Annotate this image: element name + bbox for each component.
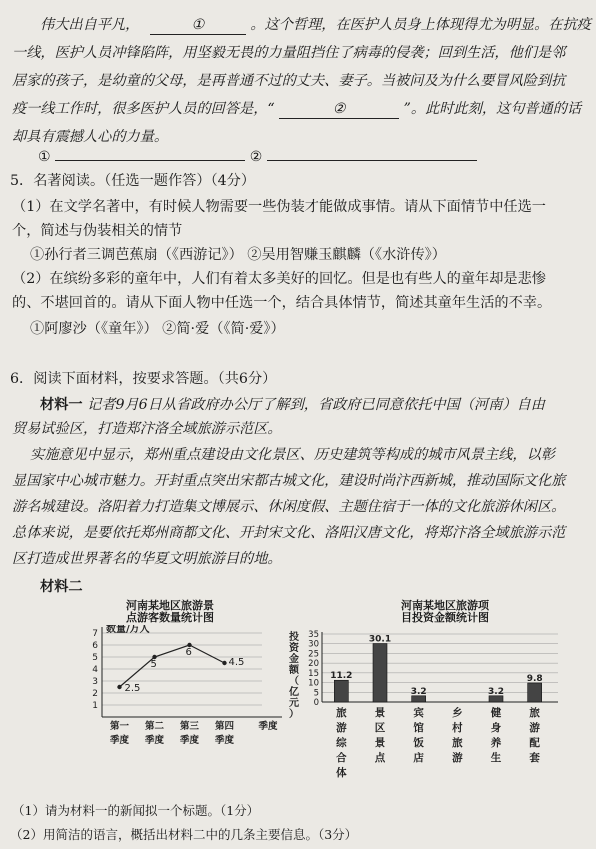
bar [334, 680, 348, 702]
data-label: 2.5 [124, 683, 141, 694]
y-axis-label-char: 投 [289, 632, 299, 643]
x-tick-label-char: 套 [529, 752, 540, 764]
q5-p1-options: ①孙行者三调芭蕉扇（《西游记》） ②吴用智赚玉麒麟（《水浒传》） [30, 247, 446, 263]
answer-blank-1[interactable] [55, 160, 245, 161]
chart1-title: 河南某地区旅游景 点游客数量统计图 [126, 599, 214, 624]
x-tick-label-char: 旅 [529, 707, 540, 719]
passage-line-2: 一线，医护人员冲锋陷阵，用坚毅无畏的力量阻挡住了病毒的侵袭；回到生活，他们是邻 [12, 45, 566, 61]
m2-label: 材料二 [40, 579, 83, 595]
m1-line-3: 实施意见中显示，郑州重点建设由文化景区、历史建筑等构成的城市风景主线，以彰 [30, 447, 555, 463]
y-tick-label: 6 [92, 641, 98, 651]
x-tick-label-char: 旅 [452, 737, 463, 749]
data-label: 4.5 [228, 657, 245, 668]
x-tick-label-char: 乡 [452, 707, 463, 719]
y-tick-label: 5 [92, 653, 98, 663]
question-1: （1）请为材料一的新闻拟一个标题。（1分） [12, 803, 260, 818]
y-axis-label: 数量/万人 [106, 625, 150, 635]
tourist-count-line-chart [80, 625, 300, 765]
y-tick-label: 3 [92, 677, 98, 687]
x-tick-label-char: 村 [452, 722, 463, 734]
data-label: 9.8 [526, 673, 543, 684]
y-axis-label-char: 额 [289, 665, 299, 676]
x-tick-label-char: 旅 [336, 707, 347, 719]
data-label: 11.2 [330, 671, 353, 682]
data-label: 5 [150, 659, 157, 670]
x-tick-label-char: 生 [490, 752, 502, 764]
x-tick-label-char: 馆 [413, 722, 424, 734]
y-axis-label-char: 元 [289, 698, 299, 709]
x-tick-label-char: 游 [529, 722, 540, 734]
m1-line-2: 贸易试验区，打造郑汴洛全域旅游示范区。 [12, 421, 282, 437]
y-tick-label: 35 [308, 630, 319, 640]
y-tick-label: 0 [313, 698, 319, 708]
y-tick-label: 15 [308, 668, 319, 679]
question-2: （2）用简洁的语言，概括出材料二中的几条主要信息。（3分） [10, 827, 358, 842]
data-label: 30.1 [368, 634, 392, 645]
x-tick-label-char: 景 [374, 707, 386, 719]
passage-line-1: 伟大出自平凡， ① 。这个哲理，在医护人员身上体现得尤为明显。在抗疫 [40, 17, 591, 33]
m1-line-1: 材料一 记者9月6日从省政府办公厅了解到，省政府已同意依托中国（河南）自由 [40, 397, 545, 413]
x-tick-label-char: 综 [336, 737, 347, 749]
m1-line-5: 游名城建设。洛阳着力打造集文博展示、休闲度假、主题住宿于一体的文化旅游休闲区。 [12, 499, 566, 515]
bar [373, 644, 387, 702]
x-tick-label-a: 第四 [214, 721, 235, 732]
passage-line-3: 居家的孩子，是幼童的父母，是再普通不过的丈夫、妻子。当被问及为什么要冒风险到抗 [12, 73, 566, 89]
x-tick-label-a: 第三 [179, 721, 200, 732]
q5-p2-line2: 的、不堪回首的。请从下面人物中任选一个，结合具体情节，简述其童年生活的不幸。 [12, 295, 552, 311]
y-tick-label: 25 [308, 649, 319, 660]
y-tick-label: 5 [313, 688, 319, 699]
bar [528, 683, 542, 702]
y-axis-label-char: 资 [289, 643, 299, 654]
m1-line-4: 显国家中心城市魅力。开封重点突出宋都古城文化，建设时尚汴西新城，推动国际文化旅 [12, 473, 566, 489]
q5-p1-line1: （1）在文学名著中，有时候人物需要一些伪装才能做成事情。请从下面情节中任选一 [12, 199, 546, 215]
y-axis-label-char: （ [289, 676, 299, 687]
data-label: 6 [185, 647, 192, 658]
blank-2: ② [279, 100, 399, 119]
y-axis-label-char: ） [289, 709, 299, 720]
y-tick-label: 4 [92, 665, 98, 675]
x-tick-label-b: 季度 [109, 735, 130, 746]
x-tick-label-char: 配 [529, 737, 540, 749]
x-tick-label-char: 区 [374, 722, 386, 734]
data-label: 3.2 [488, 686, 504, 697]
x-tick-label-char: 游 [336, 722, 347, 734]
investment-bar-chart [286, 628, 568, 803]
x-tick-label-a: 第二 [144, 721, 165, 732]
x-tick-label-b: 季度 [144, 735, 165, 746]
x-tick-label-b: 季度 [179, 735, 200, 746]
answer-blank-2[interactable] [267, 160, 477, 161]
passage-line-5: 却具有震撼人心的力量。 [12, 129, 169, 145]
data-label: 3.2 [410, 686, 427, 697]
x-tick-label-char: 游 [452, 752, 463, 764]
data-point [117, 685, 121, 689]
q5-p1-line2: 个，简述与伪装相关的情节 [12, 223, 183, 239]
q5-p2-line1: （2）在缤纷多彩的童年中，人们有着太多美好的回忆。但是也有些人的童年却是悲惨 [12, 271, 546, 287]
y-tick-label: 20 [308, 659, 319, 670]
x-tick-label-char: 宾 [413, 707, 424, 719]
x-axis-end-label: 季度 [258, 721, 278, 732]
y-axis-label-char: 金 [289, 654, 299, 665]
y-tick-label: 10 [308, 678, 319, 689]
x-tick-label-char: 合 [336, 752, 347, 764]
passage-line-4: 疫一线工作时，很多医护人员的回答是，“ ② ”。此时此刻，这句普通的话 [12, 101, 582, 117]
q6-title: 6．阅读下面材料，按要求答题。（共6分） [10, 371, 277, 387]
y-axis-label-char: 亿 [289, 687, 299, 698]
answer-line: ① ② [38, 148, 596, 166]
y-tick-label: 30 [308, 639, 319, 650]
q5-title: 5．名著阅读。（任选一题作答）（4分） [10, 173, 256, 189]
x-tick-label-char: 饭 [413, 737, 424, 749]
q5-p2-options: ①阿廖沙（《童年》） ②简·爱（《简·爱》） [30, 321, 285, 337]
m1-line-6: 总体来说，是要依托郑州商都文化、开封宋文化、洛阳汉唐文化，将郑汴洛全域旅游示范 [12, 525, 566, 541]
y-tick-label: 7 [92, 629, 98, 639]
x-tick-label-char: 养 [490, 737, 502, 749]
blank-1: ① [150, 16, 246, 35]
x-tick-label-char: 健 [490, 707, 502, 719]
chart2-title: 河南某地区旅游项 目投资金额统计图 [401, 599, 489, 624]
y-tick-label: 2 [92, 689, 98, 699]
x-tick-label-char: 景 [374, 737, 386, 749]
x-tick-label-char: 身 [490, 722, 502, 734]
series-line [120, 645, 225, 687]
m1-line-7: 区打造成世界著名的华夏文明旅游目的地。 [12, 551, 282, 567]
data-point [222, 661, 226, 665]
x-tick-label-char: 店 [413, 752, 424, 764]
x-tick-label-char: 点 [374, 752, 386, 764]
x-tick-label-char: 体 [336, 767, 347, 779]
y-tick-label: 1 [92, 701, 98, 711]
x-tick-label-b: 季度 [214, 735, 235, 746]
x-tick-label-a: 第一 [109, 721, 130, 732]
